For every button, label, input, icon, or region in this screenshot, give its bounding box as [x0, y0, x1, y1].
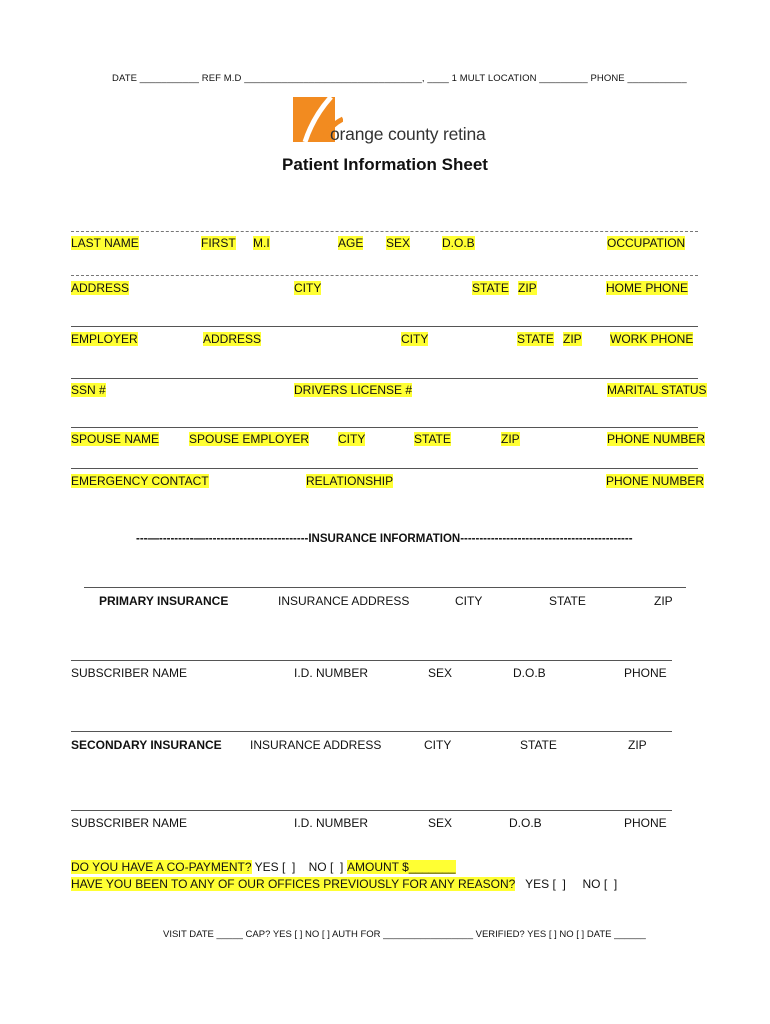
label-ssn: SSN #	[71, 383, 106, 397]
divider	[71, 427, 698, 428]
header-line: DATE ___________ REF M.D _________________________________, ____ 1 MULT LOCATION _________ PHONE ___________	[112, 73, 687, 84]
previous-visit-options[interactable]: YES [ ] NO [ ]	[515, 877, 618, 891]
label-first: FIRST	[201, 236, 236, 250]
label-state: STATE	[472, 281, 509, 295]
copay-question: DO YOU HAVE A CO-PAYMENT?	[71, 860, 252, 874]
label-secondary-subscriber-sex: SEX	[428, 816, 453, 830]
label-employer: EMPLOYER	[71, 332, 138, 346]
label-relationship: RELATIONSHIP	[306, 474, 394, 488]
divider	[84, 587, 686, 588]
divider	[71, 326, 698, 327]
label-employer-city: CITY	[401, 332, 429, 346]
label-primary-ins-city: CITY	[455, 594, 483, 608]
divider	[71, 378, 698, 379]
label-primary-ins-state: STATE	[549, 594, 586, 608]
previous-visit-line	[71, 877, 617, 891]
insurance-section-heading: ---—---------—---------------------------INSURANCE INFORMATION---------------------------------------------	[136, 533, 633, 545]
label-occupation: OCCUPATION	[607, 236, 686, 250]
label-age: AGE	[338, 236, 364, 250]
label-primary-ins-address: INSURANCE ADDRESS	[278, 594, 410, 608]
label-home-phone: HOME PHONE	[606, 281, 689, 295]
label-secondary-ins-state: STATE	[520, 738, 557, 752]
divider	[71, 660, 672, 661]
label-spouse-state: STATE	[414, 432, 451, 446]
label-employer-state: STATE	[517, 332, 554, 346]
label-secondary-ins-address: INSURANCE ADDRESS	[250, 738, 382, 752]
previous-visit-question: HAVE YOU BEEN TO ANY OF OUR OFFICES PREVIOUSLY FOR ANY REASON?	[71, 877, 516, 891]
label-primary-subscriber-id: I.D. NUMBER	[294, 666, 369, 680]
label-marital-status: MARITAL STATUS	[607, 383, 707, 397]
label-work-phone: WORK PHONE	[610, 332, 694, 346]
divider	[71, 231, 698, 232]
copay-options[interactable]: YES [ ] NO [ ]	[251, 860, 344, 874]
label-employer-address: ADDRESS	[203, 332, 262, 346]
label-secondary-subscriber-dob: D.O.B	[509, 816, 542, 830]
label-employer-zip: ZIP	[563, 332, 582, 346]
label-address: ADDRESS	[71, 281, 130, 295]
label-primary-insurance: PRIMARY INSURANCE	[99, 594, 229, 608]
label-spouse-phone: PHONE NUMBER	[607, 432, 706, 446]
page-title: Patient Information Sheet	[282, 155, 488, 174]
label-drivers-license: DRIVERS LICENSE #	[294, 383, 413, 397]
label-mi: M.I	[253, 236, 270, 250]
logo-text: orange county retina	[330, 124, 486, 144]
label-primary-subscriber-dob: D.O.B	[513, 666, 546, 680]
label-spouse-city: CITY	[338, 432, 366, 446]
label-primary-subscriber-name: SUBSCRIBER NAME	[71, 666, 188, 680]
label-emergency-contact: EMERGENCY CONTACT	[71, 474, 209, 488]
label-zip: ZIP	[518, 281, 537, 295]
label-secondary-ins-zip: ZIP	[628, 738, 647, 752]
divider	[71, 810, 672, 811]
label-secondary-insurance: SECONDARY INSURANCE	[71, 738, 222, 752]
label-secondary-subscriber-phone: PHONE	[624, 816, 667, 830]
divider	[71, 275, 698, 276]
label-spouse-zip: ZIP	[501, 432, 520, 446]
label-sex: SEX	[386, 236, 411, 250]
label-spouse-name: SPOUSE NAME	[71, 432, 160, 446]
copay-line	[71, 860, 343, 874]
label-secondary-subscriber-id: I.D. NUMBER	[294, 816, 369, 830]
office-use-line: VISIT DATE _____ CAP? YES [ ] NO [ ] AUTH FOR _________________ VERIFIED? YES [ ] NO [ ] DATE ______	[163, 929, 646, 940]
label-primary-ins-zip: ZIP	[654, 594, 673, 608]
divider	[71, 731, 672, 732]
label-spouse-employer: SPOUSE EMPLOYER	[189, 432, 310, 446]
label-last-name: LAST NAME	[71, 236, 139, 250]
label-emergency-phone: PHONE NUMBER	[606, 474, 705, 488]
divider	[71, 468, 698, 469]
label-secondary-subscriber-name: SUBSCRIBER NAME	[71, 816, 188, 830]
label-primary-subscriber-phone: PHONE	[624, 666, 667, 680]
label-dob: D.O.B	[442, 236, 475, 250]
label-city: CITY	[294, 281, 322, 295]
copay-amount[interactable]: AMOUNT $_______	[347, 860, 456, 874]
label-primary-subscriber-sex: SEX	[428, 666, 453, 680]
label-secondary-ins-city: CITY	[424, 738, 452, 752]
